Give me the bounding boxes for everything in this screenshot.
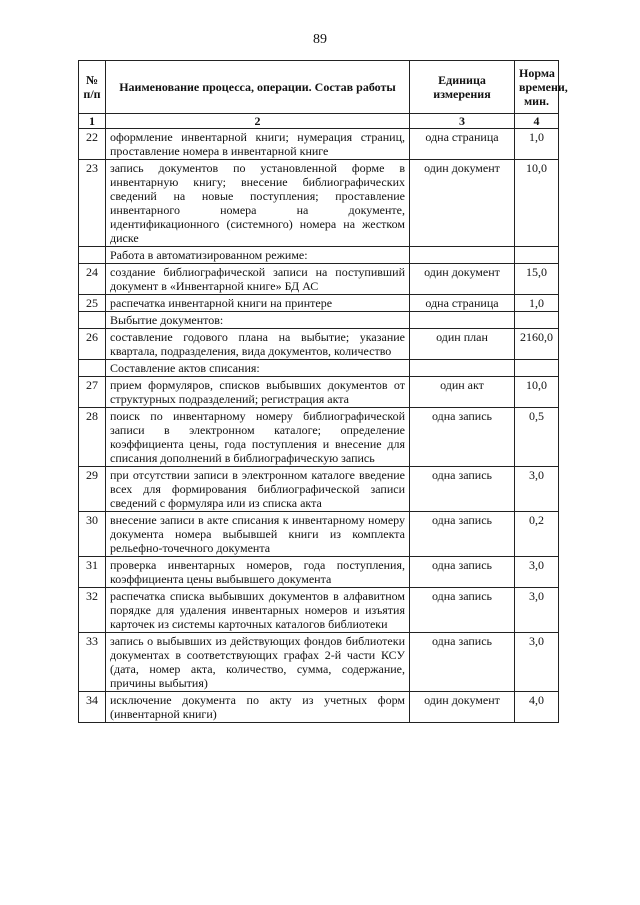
section-norm-cell (515, 312, 559, 329)
row-number: 23 (79, 160, 106, 247)
table-row (79, 467, 559, 512)
row-number: 22 (79, 129, 106, 160)
section-unit-cell (410, 360, 515, 377)
section-unit-cell (410, 247, 515, 264)
operation-description: распечатка списка выбывших документов в алфавитном порядке для удаления инвентарных номеров и изъятия карточек из системы карточных каталогов библиотеки (106, 588, 410, 633)
time-norm: 10,0 (515, 160, 559, 247)
column-number: 2 (106, 114, 410, 129)
table-header-row (79, 61, 559, 114)
time-norm: 4,0 (515, 692, 559, 723)
header-num: № п/п (79, 61, 106, 114)
section-title: Работа в автоматизированном режиме: (106, 247, 410, 264)
header-name: Наименование процесса, операции. Состав работы (106, 61, 410, 114)
time-norm: 15,0 (515, 264, 559, 295)
section-title: Составление актов списания: (106, 360, 410, 377)
row-number: 31 (79, 557, 106, 588)
table-row (79, 557, 559, 588)
unit-of-measure: один документ (410, 692, 515, 723)
row-number: 27 (79, 377, 106, 408)
operation-description: оформление инвентарной книги; нумерация страниц, проставление номера в инвентарной книге (106, 129, 410, 160)
operation-description: прием формуляров, списков выбывших документов от структурных подразделений; регистрация акта (106, 377, 410, 408)
table-row (79, 692, 559, 723)
unit-of-measure: один документ (410, 160, 515, 247)
operation-description: внесение записи в акте списания к инвентарному номеру документа номера выбывшей книги из комплекта рельефно-точечного документа (106, 512, 410, 557)
unit-of-measure: одна страница (410, 295, 515, 312)
table-row (79, 512, 559, 557)
time-norm: 1,0 (515, 295, 559, 312)
time-norm: 3,0 (515, 633, 559, 692)
row-number: 33 (79, 633, 106, 692)
operation-description: составление годового плана на выбытие; указание квартала, подразделения, вида документов, количество (106, 329, 410, 360)
table-body (79, 129, 559, 723)
unit-of-measure: один план (410, 329, 515, 360)
column-number: 3 (410, 114, 515, 129)
table-row (79, 264, 559, 295)
row-number: 34 (79, 692, 106, 723)
section-row (79, 247, 559, 264)
section-row (79, 312, 559, 329)
table-row (79, 588, 559, 633)
operation-description: запись документов по установленной форме в инвентарную книгу; внесение библиографических сведений на новые поступления; проставление инвентарного номера на документе, идентификационного (системного) номера на жестком диске (106, 160, 410, 247)
row-number: 32 (79, 588, 106, 633)
column-number: 4 (515, 114, 559, 129)
time-norm: 3,0 (515, 588, 559, 633)
unit-of-measure: одна запись (410, 467, 515, 512)
table-row (79, 329, 559, 360)
time-norm: 0,2 (515, 512, 559, 557)
section-num-cell (79, 247, 106, 264)
row-number: 29 (79, 467, 106, 512)
time-norm: 10,0 (515, 377, 559, 408)
section-num-cell (79, 360, 106, 377)
table-row (79, 408, 559, 467)
table-row (79, 377, 559, 408)
operation-description: исключение документа по акту из учетных форм (инвентарной книги) (106, 692, 410, 723)
column-numbers-row (79, 114, 559, 129)
section-norm-cell (515, 360, 559, 377)
time-norm: 3,0 (515, 467, 559, 512)
section-num-cell (79, 312, 106, 329)
unit-of-measure: одна запись (410, 512, 515, 557)
row-number: 28 (79, 408, 106, 467)
unit-of-measure: одна страница (410, 129, 515, 160)
unit-of-measure: одна запись (410, 408, 515, 467)
unit-of-measure: одна запись (410, 588, 515, 633)
operation-description: поиск по инвентарному номеру библиографической записи в электронном каталоге; определение коэффициента цены, года поступления и внесение для списания дополнений в библиографическую запись (106, 408, 410, 467)
unit-of-measure: один документ (410, 264, 515, 295)
time-norm: 2160,0 (515, 329, 559, 360)
row-number: 30 (79, 512, 106, 557)
page-number: 89 (313, 32, 327, 47)
table-row (79, 129, 559, 160)
row-number: 26 (79, 329, 106, 360)
time-norm: 3,0 (515, 557, 559, 588)
header-norm: Норма времени, мин. (515, 61, 559, 114)
header-unit: Единица измерения (410, 61, 515, 114)
table-row (79, 633, 559, 692)
row-number: 25 (79, 295, 106, 312)
unit-of-measure: одна запись (410, 557, 515, 588)
time-norm: 0,5 (515, 408, 559, 467)
section-row (79, 360, 559, 377)
time-norm: 1,0 (515, 129, 559, 160)
table-row (79, 295, 559, 312)
section-title: Выбытие документов: (106, 312, 410, 329)
unit-of-measure: одна запись (410, 633, 515, 692)
operation-description: распечатка инвентарной книги на принтере (106, 295, 410, 312)
table-row (79, 160, 559, 247)
operation-description: создание библиографической записи на поступивший документ в «Инвентарной книге» БД АС (106, 264, 410, 295)
section-unit-cell (410, 312, 515, 329)
operation-description: запись о выбывших из действующих фондов библиотеки документах в соответствующих графах 2-й части КСУ (дата, номер акта, количество, сумма, содержание, причины выбытия) (106, 633, 410, 692)
time-norms-table (78, 60, 568, 723)
section-norm-cell (515, 247, 559, 264)
column-number: 1 (79, 114, 106, 129)
row-number: 24 (79, 264, 106, 295)
operation-description: проверка инвентарных номеров, года поступления, коэффициента цены выбывшего документа (106, 557, 410, 588)
operation-description: при отсутствии записи в электронном каталоге введение всех для формирования библиографической записи сведений с формуляра или из списка акта (106, 467, 410, 512)
unit-of-measure: один акт (410, 377, 515, 408)
